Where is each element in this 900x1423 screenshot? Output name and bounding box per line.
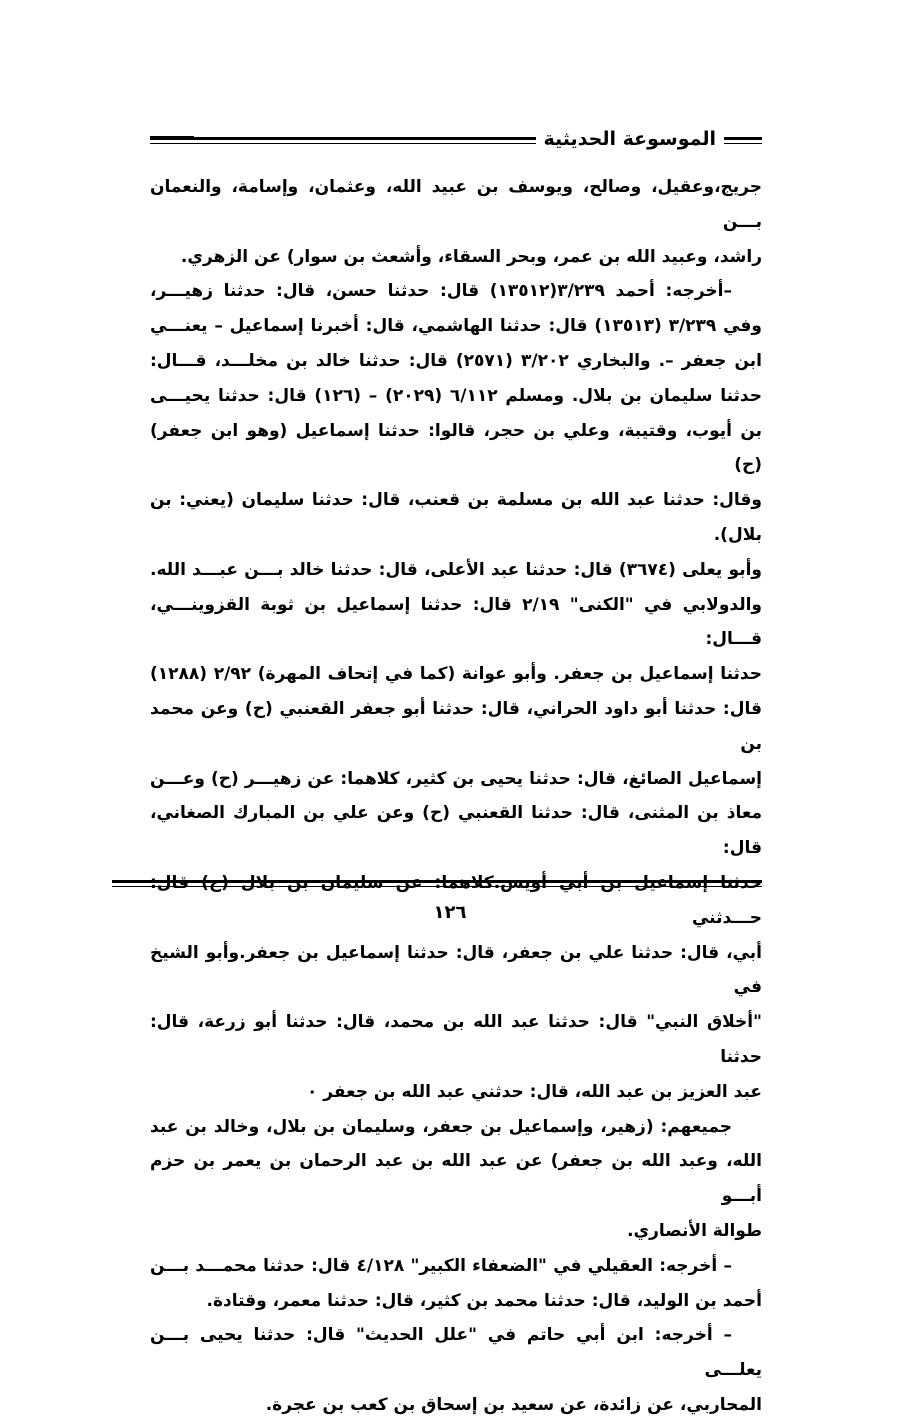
footer-rule <box>112 880 762 887</box>
paragraph <box>150 1110 762 1249</box>
text-line: "أخلاق النبي" قال: حدثنا عبد الله بن محمد، قال: حدثنا أبو زرعة، قال: حدثنا <box>150 1012 762 1067</box>
text-line: أحمد بن الوليد، قال: حدثنا محمد بن كثير، قال: حدثنا معمر، وقتادة. <box>206 1290 762 1311</box>
paragraph <box>150 170 762 274</box>
text-line: قال: حدثنا أبو داود الحراني، قال: حدثنا أبو جعفر القعنبي (ح) وعن محمد بن <box>150 698 762 754</box>
text-line: وفي ٣/٢٣٩ (١٣٥١٣) قال: حدثنا الهاشمي، قال: أخبرنا إسماعيل – يعنـــي <box>150 316 762 337</box>
text-line: أبي، قال: حدثنا علي بن جعفر، قال: حدثنا إسماعيل بن جعفر.وأبو الشيخ في <box>150 942 762 998</box>
text-line: حدثنا سليمان بن بلال. ومسلم ٦/١١٢ (٢٠٢٩) – (١٢٦) قال: حدثنا يحيـــى <box>150 385 762 406</box>
paragraph <box>150 1318 762 1422</box>
footer-rule-thick <box>112 880 762 883</box>
text-line: – أخرجه: ابن أبي حاتم في "علل الحديث" قال: حدثنا يحيى بـــن يعلـــى <box>150 1325 762 1381</box>
text-line: إسماعيل الصائغ، قال: حدثنا يحيى بن كثير، كلاهما: عن زهيـــر (ح) وعـــن <box>150 768 762 789</box>
text-line: وقال: حدثنا عبد الله بن مسلمة بن قعنب، قال: حدثنا سليمان (يعني: بن بلال). <box>150 490 762 545</box>
text-line: – أخرجه: العقيلي في "الضعفاء الكبير" ٤/١٢٨ قال: حدثنا محمـــد بـــن <box>150 1255 732 1276</box>
footer-rule-thin <box>112 886 762 887</box>
text-line: وأبو يعلى (٣٦٧٤) قال: حدثنا عبد الأعلى، قال: حدثنا خالد بـــن عبـــد الله. <box>150 559 762 580</box>
text-line: معاذ بن المثنى، قال: حدثنا القعنبي (ح) وعن علي بن المبارك الصغاني، قال: <box>150 803 762 859</box>
page-number: ١٢٦ <box>433 902 467 923</box>
text-line: راشد، وعبيد الله بن عمر، وبحر السقاء، وأشعث بن سوار) عن الزهري. <box>180 246 762 267</box>
text-line: عبد العزيز بن عبد الله، قال: حدثني عبد الله بن جعفر ٠ <box>306 1081 762 1102</box>
text-line: والدولابي في "الكنى" ٢/١٩ قال: حدثنا إسماعيل بن ثوبة القزوينـــي، قـــال: <box>150 594 762 650</box>
paragraph <box>150 274 762 1109</box>
header-title: الموسوعة الحديثية <box>536 124 725 154</box>
text-line: ابن جعفر –. والبخاري ٣/٢٠٢ (٢٥٧١) قال: حدثنا خالد بن مخلـــد، قـــال: <box>150 350 762 371</box>
text-line: جميعهم: (زهير، وإسماعيل بن جعفر، وسليمان بن بلال، وخالد بن عبد <box>150 1116 732 1137</box>
text-line: جريج،وعقيل، وصالح، ويوسف بن عبيد الله، وعثمان، وإسامة، والنعمان بـــن <box>150 177 762 232</box>
running-header <box>150 118 762 158</box>
text-line: حدثنا إسماعيل بن جعفر. وأبو عوانة (كما في إتحاف المهرة) ٢/٩٢ (١٢٨٨) <box>150 664 762 685</box>
text-line: بن أيوب، وقتيبة، وعلي بن حجر، قالوا: حدثنا إسماعيل (وهو ابن جعفر) (ح) <box>150 420 762 476</box>
paragraph <box>150 1249 762 1319</box>
text-line: حدثنا إسماعيل بن أبي أويس.كلاهما: عن سليمان بن بلال (ح) قال: حـــدثني <box>150 872 762 928</box>
text-line: –أخرجه: أحمد ٣/٢٣٩(١٣٥١٢) قال: حدثنا حسن، قال: حدثنا زهيـــر، <box>150 281 732 302</box>
header-rule-cap <box>150 136 194 140</box>
main-text <box>150 170 762 1423</box>
text-line: الله، وعبد الله بن جعفر) عن عبد الله بن عبد الرحمان بن يعمر بن حزم أبـــو <box>150 1151 762 1207</box>
text-line: طوالة الأنصاري. <box>627 1220 762 1241</box>
text-line: المحاربي، عن زائدة، عن سعيد بن إسحاق بن كعب بن عجرة. <box>265 1394 762 1415</box>
